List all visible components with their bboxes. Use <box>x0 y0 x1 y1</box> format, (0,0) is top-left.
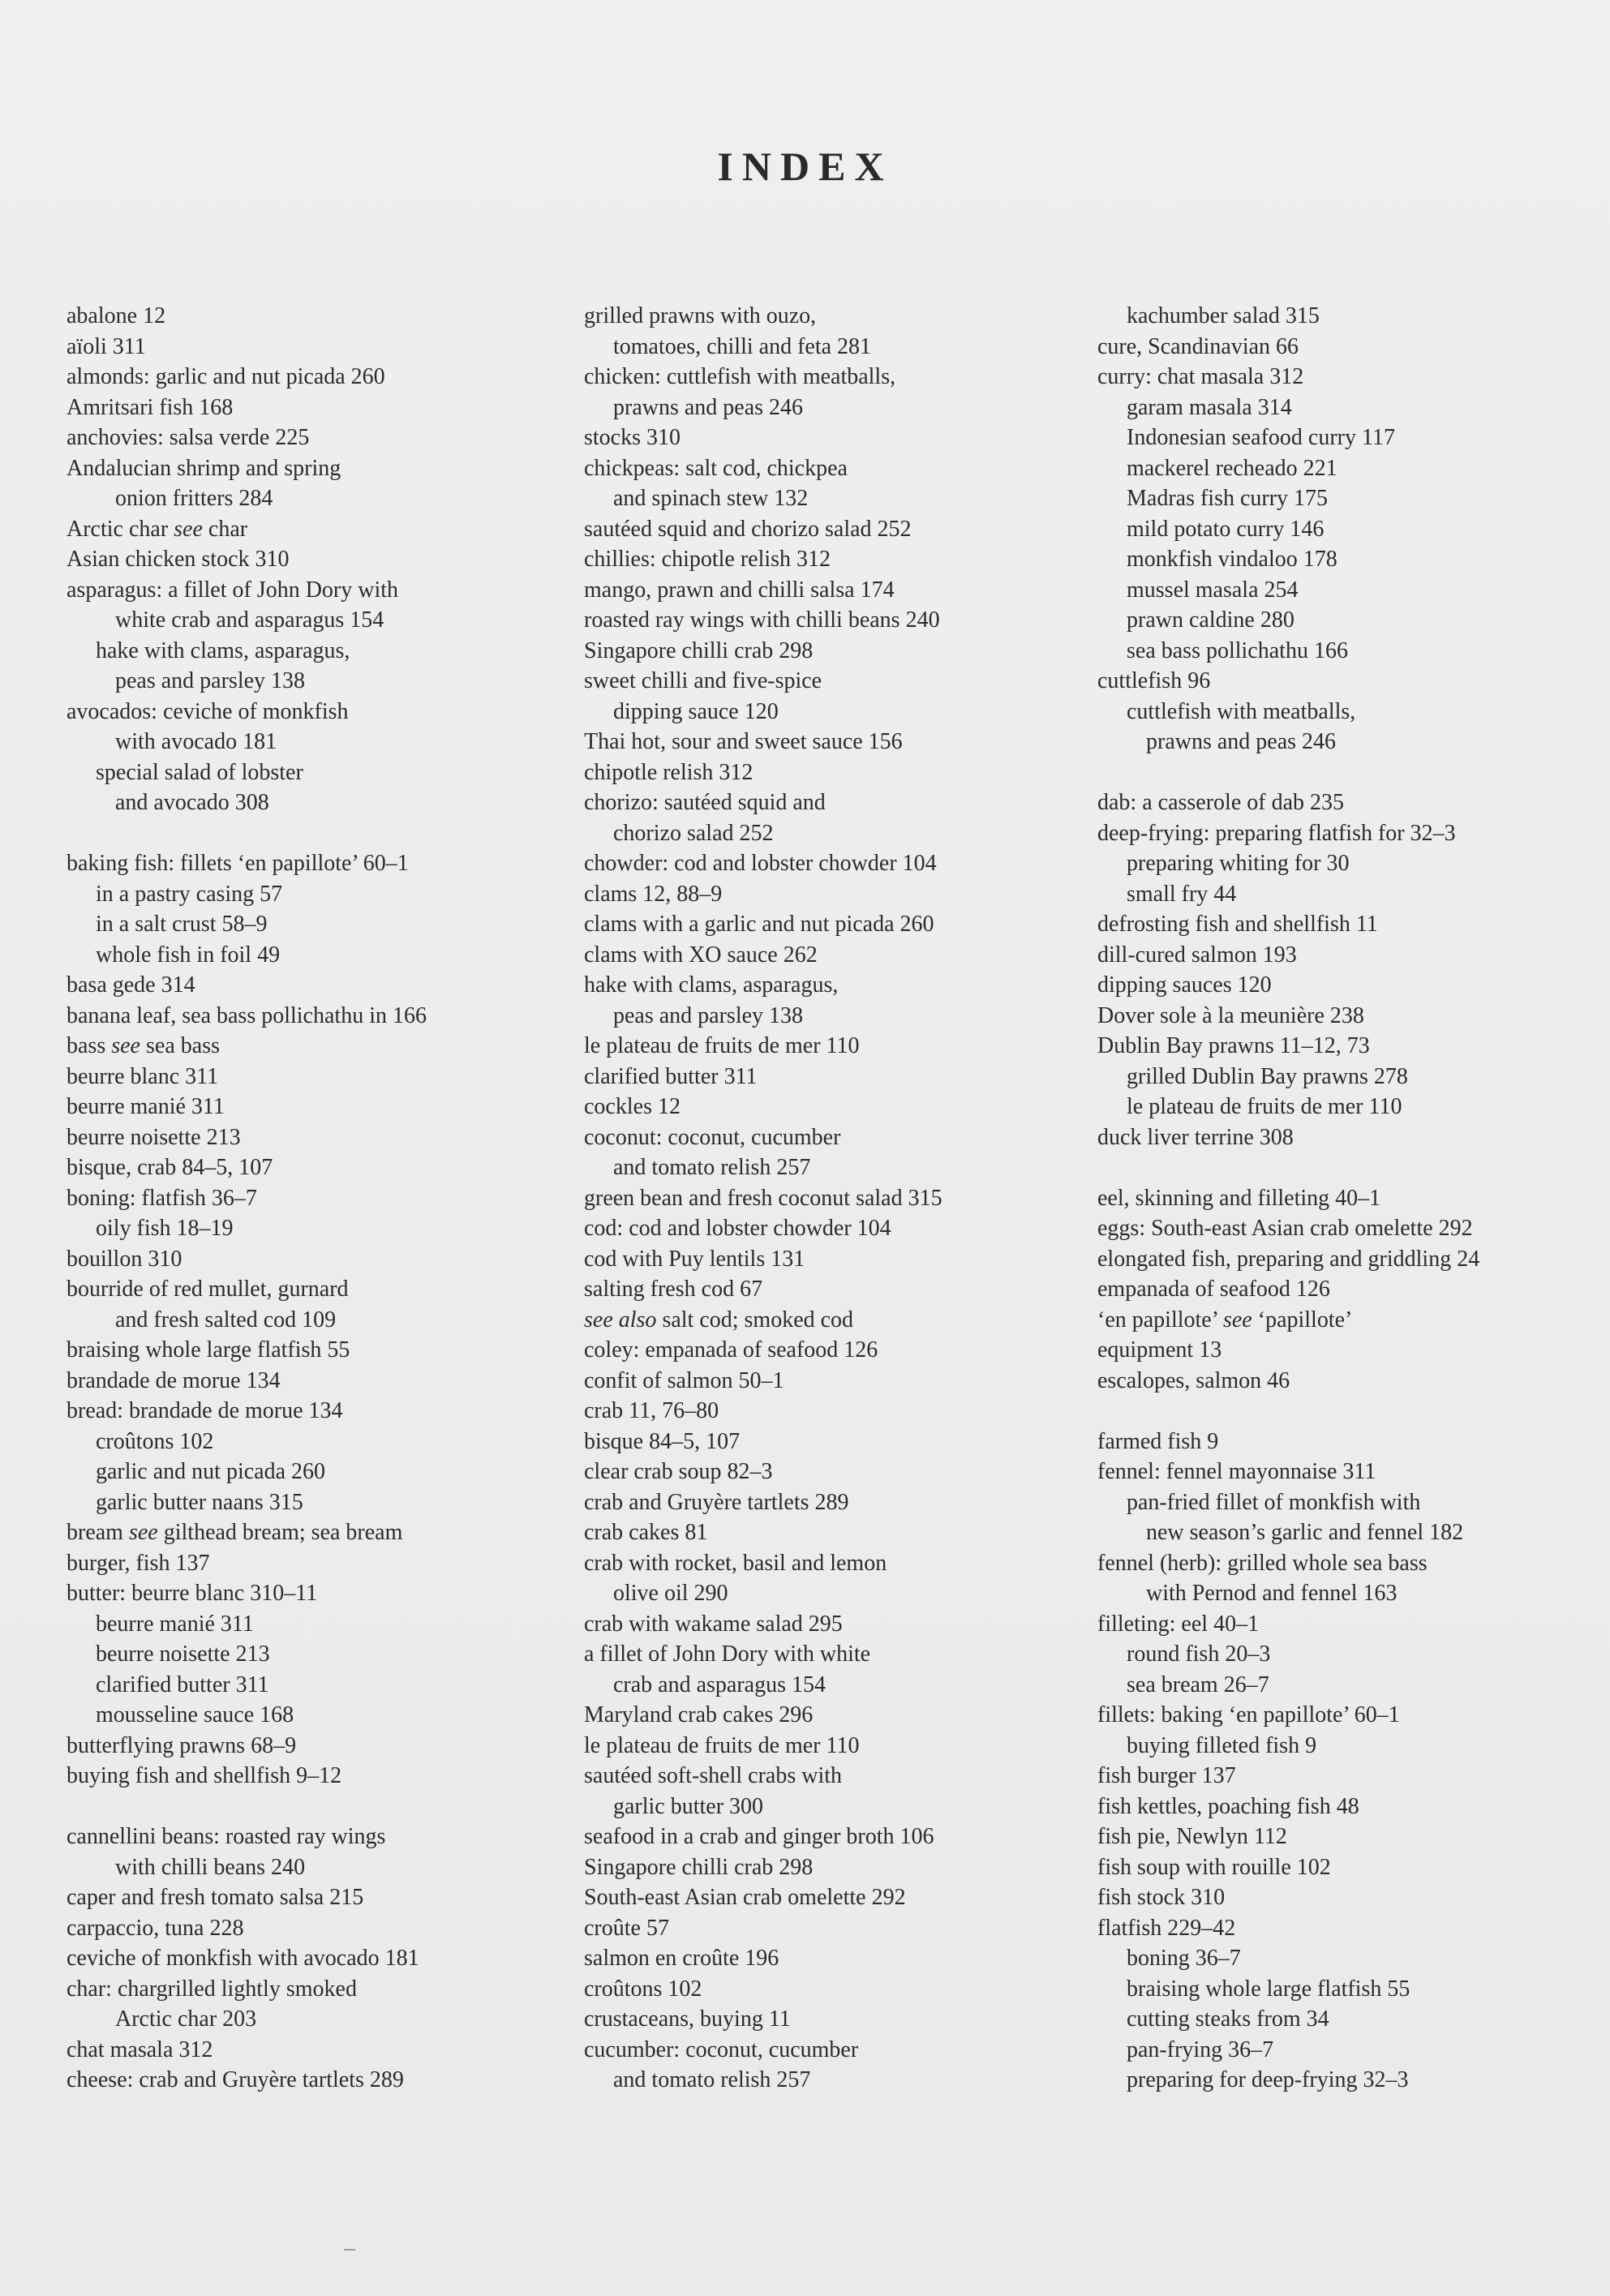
index-entry: duck liver terrine 308 <box>1097 1124 1294 1150</box>
index-entry: farmed fish 9 <box>1097 1428 1219 1454</box>
index-entry: filleting: eel 40–1 <box>1097 1611 1260 1637</box>
letter-gap <box>1097 1396 1604 1427</box>
index-entry: salmon en croûte 196 <box>584 1946 779 1971</box>
see-reference: see <box>128 1520 158 1545</box>
index-entry: salting fresh cod 67 <box>584 1277 763 1302</box>
index-subentry: oily fish 18–19 <box>96 1216 234 1241</box>
letter-gap <box>1097 1152 1604 1183</box>
letter-gap <box>67 1792 553 1822</box>
index-entry: chipotle relish 312 <box>584 759 753 785</box>
index-entry: beurre manié 311 <box>67 1094 225 1119</box>
index-entry: crustaceans, buying 11 <box>584 2006 791 2032</box>
index-entry <box>67 1031 553 1062</box>
index-subentry: mousseline sauce 168 <box>96 1702 294 1727</box>
entry-text: gilthead bream; sea bream <box>157 1520 403 1545</box>
index-entry: cockles 12 <box>584 1094 680 1119</box>
index-entry: char: chargrilled lightly smoked <box>67 1976 357 2002</box>
index-subentry: dipping sauce 120 <box>613 698 779 724</box>
index-column-2 <box>584 301 1087 2096</box>
index-subentry: mild potato curry 146 <box>1127 516 1324 542</box>
index-entry: abalone 12 <box>67 303 166 328</box>
index-entry: baking fish: fillets ‘en papillote’ 60–1 <box>67 851 409 876</box>
index-entry: carpaccio, tuna 228 <box>67 1915 244 1941</box>
index-subentry: beurre manié 311 <box>96 1611 254 1637</box>
index-entry: a fillet of John Dory with white <box>584 1642 871 1667</box>
index-entry: grilled prawns with ouzo, <box>584 303 817 328</box>
entry-text: ‘en papillote’ <box>1097 1307 1223 1333</box>
index-entry: empanada of seafood 126 <box>1097 1277 1330 1302</box>
index-subentry: garlic butter 300 <box>613 1793 764 1819</box>
index-subentry: prawn caldine 280 <box>1127 607 1294 633</box>
index-entry: defrosting fish and shellfish 11 <box>1097 912 1378 937</box>
index-column-1 <box>67 301 553 2096</box>
index-subentry: prawns and peas 246 <box>613 394 804 420</box>
index-entry: fish pie, Newlyn 112 <box>1097 1824 1287 1849</box>
index-subentry: peas and parsley 138 <box>613 1002 804 1028</box>
index-subentry: clarified butter 311 <box>96 1672 269 1697</box>
index-entry: clams 12, 88–9 <box>584 881 723 907</box>
index-entry: cure, Scandinavian 66 <box>1097 333 1299 359</box>
index-subentry: round fish 20–3 <box>1127 1642 1271 1667</box>
index-entry: deep-frying: preparing flatfish for 32–3 <box>1097 820 1456 846</box>
index-subentry: white crab and asparagus 154 <box>115 607 384 633</box>
index-subentry: and spinach stew 132 <box>613 486 809 511</box>
index-entry: le plateau de fruits de mer 110 <box>584 1732 860 1758</box>
index-subentry: preparing for deep-frying 32–3 <box>1127 2067 1409 2092</box>
entry-text: ‘papillote’ <box>1252 1307 1353 1333</box>
entry-text: bream <box>67 1520 129 1545</box>
index-entry: crab with rocket, basil and lemon <box>584 1550 887 1576</box>
page-mark <box>344 2249 355 2251</box>
index-entry: brandade de morue 134 <box>67 1367 281 1393</box>
index-subentry: Madras fish curry 175 <box>1127 486 1329 511</box>
index-entry: confit of salmon 50–1 <box>584 1367 784 1393</box>
index-entry: hake with clams, asparagus, <box>584 972 839 998</box>
index-subentry: with Pernod and fennel 163 <box>1146 1581 1397 1606</box>
index-subentry: new season’s garlic and fennel 182 <box>1146 1520 1464 1545</box>
index-entry: braising whole large flatfish 55 <box>67 1337 350 1363</box>
index-subentry: garlic butter naans 315 <box>96 1489 303 1515</box>
index-subentry: and tomato relish 257 <box>613 1155 811 1180</box>
index-entry: crab cakes 81 <box>584 1520 708 1545</box>
index-entry: clams with XO sauce 262 <box>584 942 818 968</box>
entry-text: salt cod; smoked cod <box>656 1307 854 1333</box>
index-subentry: and tomato relish 257 <box>613 2067 811 2092</box>
index-entry: eel, skinning and filleting 40–1 <box>1097 1185 1381 1211</box>
index-entry: escalopes, salmon 46 <box>1097 1367 1290 1393</box>
index-entry: crab 11, 76–80 <box>584 1398 719 1423</box>
index-entry: Andalucian shrimp and spring <box>67 455 341 481</box>
index-entry: anchovies: salsa verde 225 <box>67 425 310 450</box>
index-entry: Singapore chilli crab 298 <box>584 637 814 663</box>
index-subentry: pan-fried fillet of monkfish with <box>1127 1489 1421 1515</box>
index-entry: bisque, crab 84–5, 107 <box>67 1155 273 1180</box>
index-entry: Thai hot, sour and sweet sauce 156 <box>584 729 903 754</box>
index-entry: boning: flatfish 36–7 <box>67 1185 257 1211</box>
index-entry: avocados: ceviche of monkfish <box>67 698 349 724</box>
index-entry: South-east Asian crab omelette 292 <box>584 1885 906 1910</box>
index-entry <box>67 514 553 545</box>
index-entry: dab: a casserole of dab 235 <box>1097 790 1344 815</box>
index-entry: bisque 84–5, 107 <box>584 1428 741 1454</box>
index-entry: cucumber: coconut, cucumber <box>584 2036 859 2062</box>
index-subentry: in a pastry casing 57 <box>96 881 283 907</box>
see-reference: see <box>174 516 203 542</box>
index-entry: cuttlefish 96 <box>1097 668 1211 693</box>
index-entry: chowder: cod and lobster chowder 104 <box>584 851 937 876</box>
index-subentry: whole fish in foil 49 <box>96 942 281 968</box>
index-subentry: crab and asparagus 154 <box>613 1672 826 1697</box>
index-entry: croûtons 102 <box>584 1976 702 2002</box>
index-entry: aïoli 311 <box>67 333 146 359</box>
index-entry: stocks 310 <box>584 425 680 450</box>
index-subentry: mackerel recheado 221 <box>1127 455 1337 481</box>
index-entry: fennel: fennel mayonnaise 311 <box>1097 1459 1376 1484</box>
index-subentry: with chilli beans 240 <box>115 1854 306 1880</box>
index-entry: Maryland crab cakes 296 <box>584 1702 814 1727</box>
index-entry: dill-cured salmon 193 <box>1097 942 1297 968</box>
index-subentry: sea bream 26–7 <box>1127 1672 1269 1697</box>
index-entry: clarified butter 311 <box>584 1063 758 1089</box>
index-entry: coconut: coconut, cucumber <box>584 1124 841 1150</box>
index-entry: Dublin Bay prawns 11–12, 73 <box>1097 1033 1370 1058</box>
index-entry: elongated fish, preparing and griddling 24 <box>1097 1246 1480 1272</box>
index-subentry: and avocado 308 <box>115 790 269 815</box>
index-entry: asparagus: a fillet of John Dory with <box>67 577 399 603</box>
index-entry: ceviche of monkfish with avocado 181 <box>67 1946 419 1971</box>
index-entry: fish stock 310 <box>1097 1885 1226 1910</box>
index-entry: chorizo: sautéed squid and <box>584 790 826 815</box>
index-subentry: beurre noisette 213 <box>96 1642 270 1667</box>
index-entry: beurre noisette 213 <box>67 1124 241 1150</box>
index-entry: bread: brandade de morue 134 <box>67 1398 343 1423</box>
index-entry: chillies: chipotle relish 312 <box>584 547 831 572</box>
index-entry: sweet chilli and five-spice <box>584 668 822 693</box>
see-reference: see also <box>584 1307 657 1333</box>
index-entry: beurre blanc 311 <box>67 1063 219 1089</box>
index-subentry: tomatoes, chilli and feta 281 <box>613 333 872 359</box>
index-entry: banana leaf, sea bass pollichathu in 166 <box>67 1002 427 1028</box>
see-reference: see <box>1222 1307 1252 1333</box>
index-subentry: special salad of lobster <box>96 759 303 785</box>
index-entry: curry: chat masala 312 <box>1097 364 1304 389</box>
entry-text: bass <box>67 1033 112 1058</box>
index-entry: dipping sauces 120 <box>1097 972 1272 998</box>
index-subentry: in a salt crust 58–9 <box>96 912 268 937</box>
index-entry: crab and Gruyère tartlets 289 <box>584 1489 849 1515</box>
index-entry: equipment 13 <box>1097 1337 1222 1363</box>
index-subentry: pan-frying 36–7 <box>1127 2036 1274 2062</box>
index-entry: roasted ray wings with chilli beans 240 <box>584 607 940 633</box>
index-entry: clear crab soup 82–3 <box>584 1459 773 1484</box>
index-entry: sautéed soft-shell crabs with <box>584 1763 843 1788</box>
index-entry: seafood in a crab and ginger broth 106 <box>584 1824 934 1849</box>
page-title: INDEX <box>717 144 893 189</box>
index-entry: coley: empanada of seafood 126 <box>584 1337 878 1363</box>
index-entry: cannellini beans: roasted ray wings <box>67 1824 386 1849</box>
index-subentry: with avocado 181 <box>115 729 277 754</box>
index-entry: fillets: baking ‘en papillote’ 60–1 <box>1097 1702 1400 1727</box>
index-entry: sautéed squid and chorizo salad 252 <box>584 516 912 542</box>
index-subentry: cuttlefish with meatballs, <box>1127 698 1356 724</box>
index-subentry: hake with clams, asparagus, <box>96 637 350 663</box>
index-subentry: kachumber salad 315 <box>1127 303 1320 328</box>
index-subentry: peas and parsley 138 <box>115 668 306 693</box>
index-entry: eggs: South-east Asian crab omelette 292 <box>1097 1216 1473 1241</box>
index-entry: Singapore chilli crab 298 <box>584 1854 814 1880</box>
index-entry: fish burger 137 <box>1097 1763 1236 1788</box>
index-entry: croûte 57 <box>584 1915 669 1941</box>
index-entry: bouillon 310 <box>67 1246 182 1272</box>
see-reference: see <box>111 1033 140 1058</box>
index-subentry: prawns and peas 246 <box>1146 729 1337 754</box>
index-entry: almonds: garlic and nut picada 260 <box>67 364 385 389</box>
index-entry: Dover sole à la meunière 238 <box>1097 1002 1364 1028</box>
index-subentry: croûtons 102 <box>96 1428 214 1454</box>
index-subentry: sea bass pollichathu 166 <box>1127 637 1348 663</box>
index-entry: bourride of red mullet, gurnard <box>67 1277 349 1302</box>
index-entry: basa gede 314 <box>67 972 195 998</box>
index-entry: chicken: cuttlefish with meatballs, <box>584 364 896 389</box>
index-entry: le plateau de fruits de mer 110 <box>584 1033 860 1058</box>
letter-gap <box>67 818 553 849</box>
letter-gap <box>1097 757 1604 788</box>
index-entry <box>1097 1305 1604 1336</box>
index-subentry: le plateau de fruits de mer 110 <box>1127 1094 1402 1119</box>
index-column-3 <box>1097 301 1604 2096</box>
index-entry: burger, fish 137 <box>67 1550 210 1576</box>
index-subentry: buying filleted fish 9 <box>1127 1732 1317 1758</box>
index-entry: Amritsari fish 168 <box>67 394 234 420</box>
index-entry: fish kettles, poaching fish 48 <box>1097 1793 1359 1819</box>
index-entry: green bean and fresh coconut salad 315 <box>584 1185 942 1211</box>
index-entry: cod: cod and lobster chowder 104 <box>584 1216 891 1241</box>
index-subentry: grilled Dublin Bay prawns 278 <box>1127 1063 1408 1089</box>
index-entry: buying fish and shellfish 9–12 <box>67 1763 342 1788</box>
index-subentry: garlic and nut picada 260 <box>96 1459 326 1484</box>
index-entry: crab with wakame salad 295 <box>584 1611 843 1637</box>
index-subentry: and fresh salted cod 109 <box>115 1307 337 1333</box>
index-entry: chat masala 312 <box>67 2036 213 2062</box>
index-subentry: Indonesian seafood curry 117 <box>1127 425 1395 450</box>
index-entry: clams with a garlic and nut picada 260 <box>584 912 934 937</box>
index-entry: cod with Puy lentils 131 <box>584 1246 805 1272</box>
index-entry <box>67 1517 553 1548</box>
entry-text: Arctic char <box>67 516 174 542</box>
index-subentry: mussel masala 254 <box>1127 577 1299 603</box>
entry-text: sea bass <box>140 1033 220 1058</box>
index-entry: chickpeas: salt cod, chickpea <box>584 455 848 481</box>
index-entry: flatfish 229–42 <box>1097 1915 1236 1941</box>
index-subentry: garam masala 314 <box>1127 394 1292 420</box>
index-subentry: monkfish vindaloo 178 <box>1127 547 1337 572</box>
index-entry <box>584 1305 1087 1336</box>
index-entry: Asian chicken stock 310 <box>67 547 290 572</box>
index-entry: fennel (herb): grilled whole sea bass <box>1097 1550 1428 1576</box>
index-entry: caper and fresh tomato salsa 215 <box>67 1885 364 1910</box>
index-subentry: Arctic char 203 <box>115 2006 257 2032</box>
index-subentry: chorizo salad 252 <box>613 820 774 846</box>
index-subentry: boning 36–7 <box>1127 1946 1241 1971</box>
index-subentry: onion fritters 284 <box>115 486 273 511</box>
index-subentry: small fry 44 <box>1127 881 1237 907</box>
index-entry: cheese: crab and Gruyère tartlets 289 <box>67 2067 404 2092</box>
index-entry: mango, prawn and chilli salsa 174 <box>584 577 895 603</box>
index-entry: butterflying prawns 68–9 <box>67 1732 297 1758</box>
index-entry: fish soup with rouille 102 <box>1097 1854 1331 1880</box>
index-subentry: braising whole large flatfish 55 <box>1127 1976 1410 2002</box>
index-subentry: cutting steaks from 34 <box>1127 2006 1329 2032</box>
entry-text: char <box>202 516 248 542</box>
index-subentry: olive oil 290 <box>613 1581 728 1606</box>
index-entry: butter: beurre blanc 310–11 <box>67 1581 318 1606</box>
index-subentry: preparing whiting for 30 <box>1127 851 1350 876</box>
